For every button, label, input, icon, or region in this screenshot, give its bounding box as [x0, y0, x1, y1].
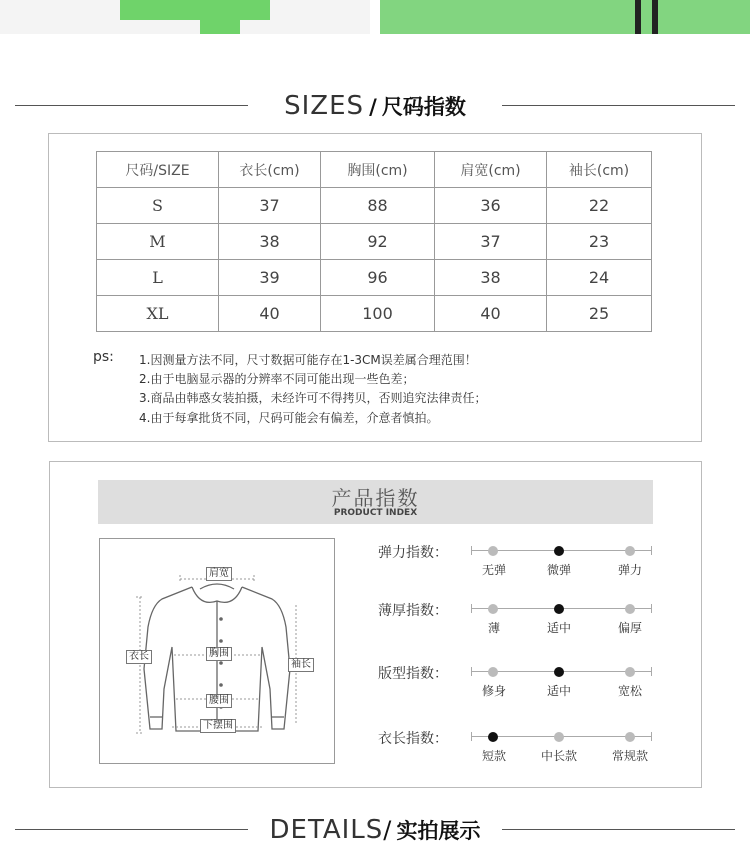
header-chest: 胸围(cm) [321, 152, 435, 188]
scale-dot [488, 546, 498, 556]
header-size: 尺码/SIZE [97, 152, 219, 188]
diagram-label-waist: 腰围 [206, 694, 232, 708]
cell-size: L [97, 260, 219, 296]
scale-dot [625, 667, 635, 677]
diagram-label-hem: 下摆围 [200, 719, 236, 733]
scale-option: 薄 [487, 621, 500, 635]
scale-dot-selected [554, 604, 564, 614]
cell-size: M [97, 224, 219, 260]
scale-option: 偏厚 [617, 621, 642, 635]
cell-shoulder: 37 [435, 224, 547, 260]
product-photo-left [0, 0, 370, 34]
header-length: 衣长(cm) [219, 152, 321, 188]
scale-tick [651, 546, 652, 555]
scale-tick [651, 732, 652, 741]
cell-length: 40 [219, 296, 321, 332]
scale-tick [651, 667, 652, 676]
product-photo-right [380, 0, 750, 34]
scale-option: 中长款 [540, 749, 577, 763]
table-row [97, 260, 652, 296]
scale-option: 修身 [481, 684, 506, 698]
scale-label: 衣长指数： [378, 731, 448, 747]
cell-size: XL [97, 296, 219, 332]
scale-option: 常规款 [611, 749, 648, 763]
scale-option: 短款 [481, 749, 506, 763]
note-line-4: 4.由于每拿批货不同，尺码可能会有偏差，介意者慎拍。 [139, 411, 439, 425]
scale-label: 弹力指数： [378, 545, 448, 561]
details-title-cn: 实拍展示 [396, 819, 481, 843]
scale-dot-selected [554, 546, 564, 556]
scale-label: 版型指数： [378, 666, 448, 682]
sizes-title-en: SIZES [284, 91, 365, 121]
scale-dot-selected [488, 732, 498, 742]
scale-dot [488, 604, 498, 614]
scale-tick [471, 604, 472, 613]
scale-dot [554, 732, 564, 742]
scale-dot-selected [554, 667, 564, 677]
diagram-label-sleeve: 袖长 [288, 658, 314, 672]
header-sleeve: 袖长(cm) [547, 152, 652, 188]
cell-shoulder: 36 [435, 188, 547, 224]
cell-length: 39 [219, 260, 321, 296]
table-row [97, 296, 652, 332]
cell-size: S [97, 188, 219, 224]
scale-tick [651, 604, 652, 613]
details-title-sep: / [383, 816, 392, 844]
scale-dot [625, 732, 635, 742]
sizes-title-cn: 尺码指数 [381, 95, 466, 119]
scale-option: 适中 [546, 684, 571, 698]
note-line-2: 2.由于电脑显示器的分辨率不同可能出现一些色差； [139, 372, 415, 386]
table-row [97, 224, 652, 260]
cell-sleeve: 24 [547, 260, 652, 296]
scale-option: 微弹 [546, 563, 571, 577]
cell-length: 38 [219, 224, 321, 260]
details-section-title [0, 810, 750, 850]
sizes-section-title [0, 86, 750, 126]
note-line-3: 3.商品由韩惑女装拍摄，未经许可不得拷贝，否则追究法律责任； [139, 391, 487, 405]
cell-shoulder: 38 [435, 260, 547, 296]
cell-sleeve: 22 [547, 188, 652, 224]
garment-measure-diagram [99, 538, 335, 764]
scale-tick [471, 667, 472, 676]
diagram-label-chest: 胸围 [206, 647, 232, 661]
cell-chest: 88 [321, 188, 435, 224]
notes-label: ps: [93, 349, 114, 365]
size-table-header [97, 152, 652, 188]
cell-chest: 96 [321, 260, 435, 296]
product-index-title-cn: 产品指数 [331, 486, 420, 510]
product-index-header [98, 480, 653, 524]
scale-label: 薄厚指数： [378, 603, 448, 619]
scale-dot [625, 604, 635, 614]
cell-chest: 92 [321, 224, 435, 260]
scale-option: 无弹 [481, 563, 506, 577]
details-title-en: DETAILS [269, 815, 384, 845]
cell-shoulder: 40 [435, 296, 547, 332]
size-table [96, 151, 652, 332]
cell-length: 37 [219, 188, 321, 224]
scale-dot [488, 667, 498, 677]
header-shoulder: 肩宽(cm) [435, 152, 547, 188]
scale-option: 弹力 [617, 563, 642, 577]
scale-dot [625, 546, 635, 556]
cell-sleeve: 25 [547, 296, 652, 332]
table-row [97, 188, 652, 224]
diagram-label-length: 衣长 [126, 650, 152, 664]
scale-option: 适中 [546, 621, 571, 635]
scale-tick [471, 732, 472, 741]
cell-sleeve: 23 [547, 224, 652, 260]
cell-chest: 100 [321, 296, 435, 332]
diagram-label-shoulder: 肩宽 [206, 567, 232, 581]
scale-tick [471, 546, 472, 555]
product-index-title-en: PRODUCT INDEX [333, 508, 418, 518]
sizes-title-sep: / [369, 95, 377, 119]
scale-option: 宽松 [617, 684, 642, 698]
note-line-1: 1.因测量方法不同，尺寸数据可能存在1-3CM误差属合理范围！ [139, 353, 477, 367]
